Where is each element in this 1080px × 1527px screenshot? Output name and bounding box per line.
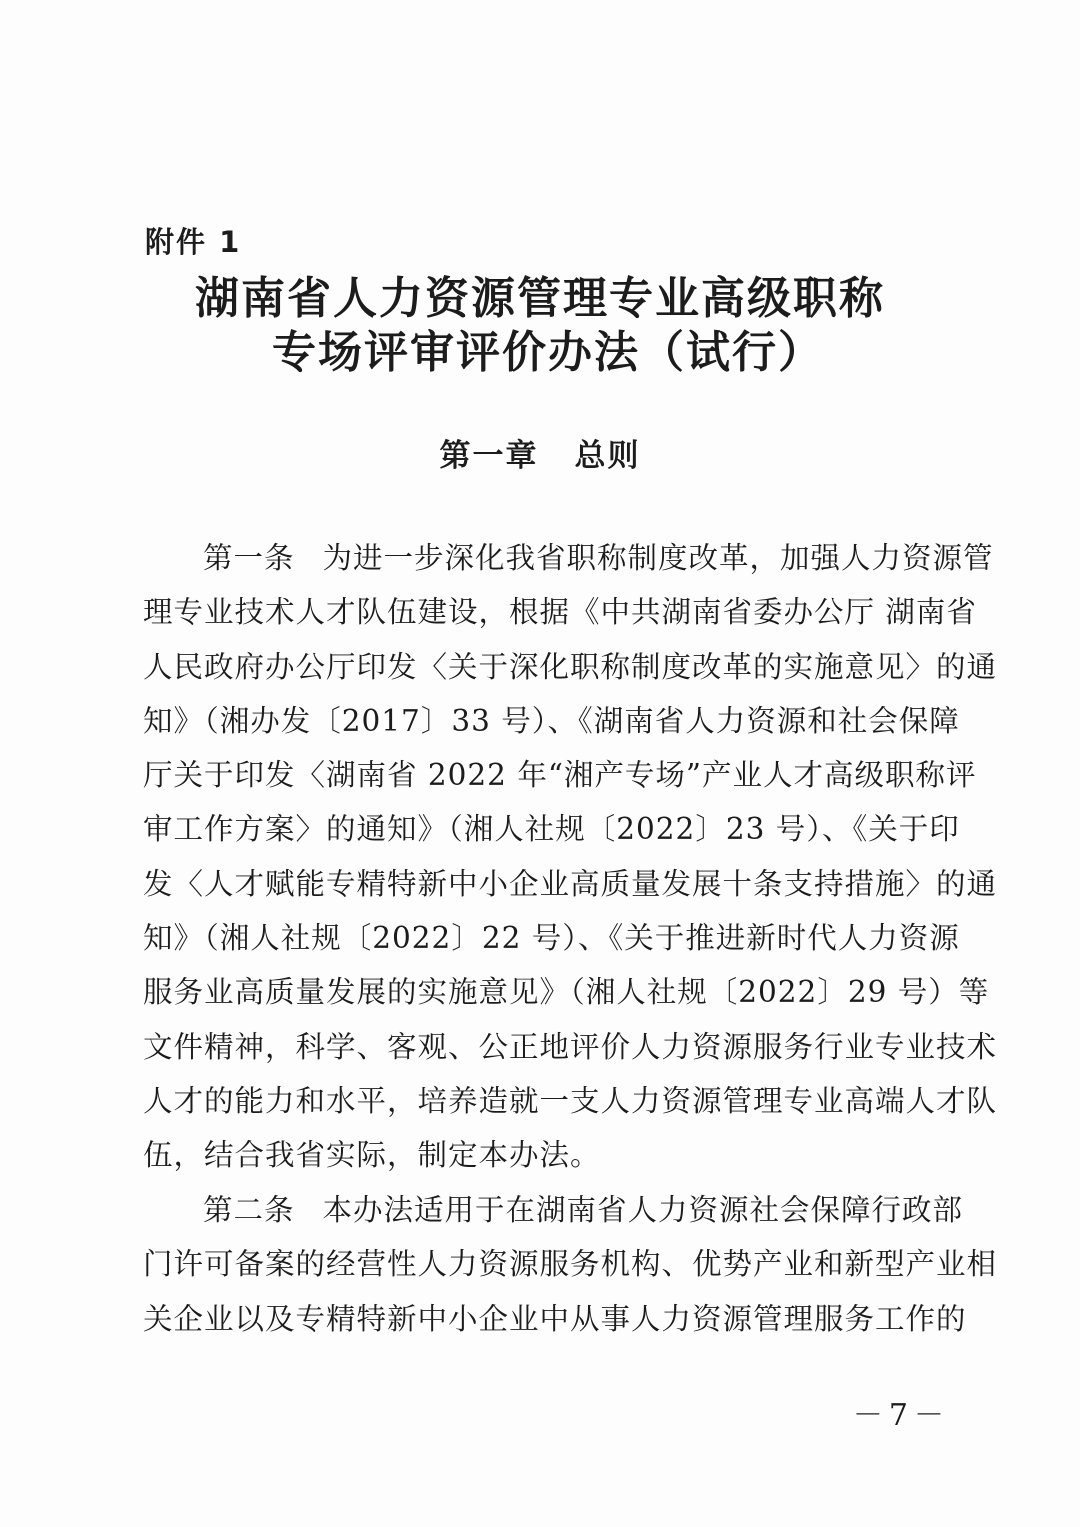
article-1-label: 第一条 <box>203 541 295 575</box>
text-line: 文件精神，科学、客观、公正地评价人力资源服务行业专业技术 <box>143 1029 998 1064</box>
page-number: －7－ <box>852 1398 950 1433</box>
article-1-line-1 <box>143 531 994 585</box>
article-2 <box>143 1183 998 1346</box>
text-line: 人民政府办公厅印发〈关于深化职称制度改革的实施意见〉的通 <box>143 649 998 684</box>
chapter-name: 总则 <box>574 438 641 474</box>
article-2-line-1 <box>143 1183 964 1237</box>
article-2-text: 本办法适用于在湖南省人力资源社会保障行政部 <box>322 1193 964 1227</box>
text-line: 发〈人才赋能专精特新中小企业高质量发展十条支持措施〉的通 <box>143 866 998 901</box>
article-1-text: 为进一步深化我省职称制度改革，加强人力资源管 <box>322 541 994 575</box>
text-line: 服务业高质量发展的实施意见》（湘人社规〔2022〕29 号）等 <box>143 975 990 1010</box>
document-title-line-1: 湖南省人力资源管理专业高级职称 <box>195 273 885 324</box>
chapter-heading <box>0 430 1080 475</box>
text-line: 门许可备案的经营性人力资源服务机构、优势产业和新型产业相 <box>143 1247 998 1282</box>
text-line: 关企业以及专精特新中小企业中从事人力资源管理服务工作的 <box>143 1301 967 1336</box>
attachment-label: 附件 1 <box>145 225 242 259</box>
article-2-label: 第二条 <box>203 1193 295 1227</box>
text-line: 审工作方案〉的通知》（湘人社规〔2022〕23 号）、《关于印 <box>143 812 960 847</box>
chapter-number: 第一章 <box>439 438 539 474</box>
text-line: 人才的能力和水平，培养造就一支人力资源管理专业高端人才队 <box>143 1083 998 1118</box>
document-title-line-2: 专场评审评价办法（试行） <box>272 327 824 378</box>
text-line: 理专业技术人才队伍建设，根据《中共湖南省委办公厅 湖南省 <box>143 595 977 630</box>
text-line: 知》（湘人社规〔2022〕22 号）、《关于推进新时代人力资源 <box>143 921 960 956</box>
text-line: 伍，结合我省实际，制定本办法。 <box>143 1138 601 1173</box>
article-1 <box>143 531 998 1183</box>
text-line: 厅关于印发〈湖南省 2022 年“湘产专场”产业人才高级职称评 <box>143 758 977 793</box>
text-line: 知》（湘办发〔2017〕33 号）、《湖南省人力资源和社会保障 <box>143 703 960 738</box>
